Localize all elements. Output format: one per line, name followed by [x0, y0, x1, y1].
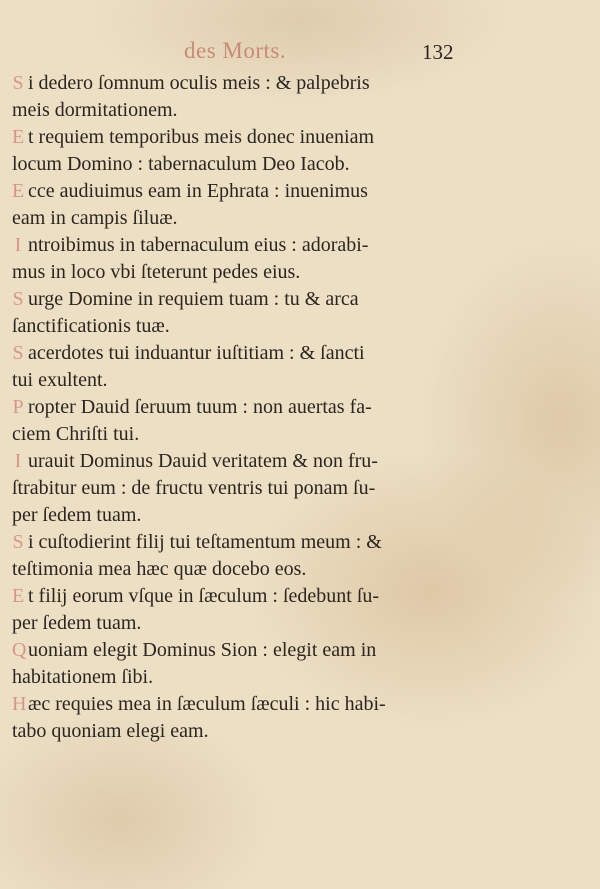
verse-line	[12, 313, 462, 340]
verse-line	[12, 124, 462, 151]
verse	[12, 529, 462, 583]
verse-line	[12, 70, 462, 97]
line-text: urauit Dominus Dauid veritatem & non fru-	[28, 450, 378, 472]
verse-line	[12, 718, 462, 745]
verse-line	[12, 367, 462, 394]
verse-line	[12, 205, 462, 232]
line-text: locum Domino : tabernaculum Deo Iacob.	[12, 153, 350, 175]
line-text: habitationem ſibi.	[12, 666, 154, 688]
verse-line	[12, 664, 462, 691]
rubricated-initial: P	[12, 396, 24, 418]
line-text: t filij eorum vſque in ſæculum : ſedebunt ſu-	[28, 585, 380, 607]
verse-line	[12, 529, 462, 556]
rubricated-initial: I	[14, 450, 22, 472]
line-text: ſtrabitur eum : de fructu ventris tui ponam ſu-	[12, 477, 376, 499]
verse	[12, 691, 462, 745]
rubricated-initial: S	[12, 288, 24, 310]
line-text: cce audiuimus eam in Ephrata : inuenimus	[28, 180, 368, 202]
rubricated-initial: E	[12, 126, 25, 148]
rubricated-initial: H	[12, 693, 27, 715]
verse	[12, 340, 462, 394]
line-text: ntroibimus in tabernaculum eius : adorabi-	[28, 234, 369, 256]
verse-line	[12, 556, 462, 583]
line-text: i cuſtodierint filij tui teſtamentum meum : &	[28, 531, 382, 553]
verse	[12, 394, 462, 448]
verse-line	[12, 259, 462, 286]
rubricated-initial: I	[14, 234, 22, 256]
verse-line	[12, 340, 462, 367]
verse	[12, 637, 462, 691]
line-text: i dedero ſomnum oculis meis : & palpebris	[28, 72, 370, 94]
line-text: eam in campis ſiluæ.	[12, 207, 178, 229]
verse	[12, 124, 462, 178]
verse	[12, 286, 462, 340]
verse-line	[12, 421, 462, 448]
rubricated-initial: S	[12, 72, 24, 94]
verse-line	[12, 232, 462, 259]
line-text: meis dormitationem.	[12, 99, 178, 121]
rubricated-initial: S	[12, 531, 24, 553]
verse-line	[12, 583, 462, 610]
rubricated-initial: E	[12, 180, 25, 202]
verse-line	[12, 178, 462, 205]
line-text: mus in loco vbi ſteterunt pedes eius.	[12, 261, 301, 283]
verse-line	[12, 448, 462, 475]
verse-line	[12, 637, 462, 664]
line-text: tabo quoniam elegi eam.	[12, 720, 209, 742]
verse-line	[12, 691, 462, 718]
page-number: 132	[422, 40, 454, 64]
page-header	[0, 38, 600, 68]
line-text: teſtimonia mea hæc quæ docebo eos.	[12, 558, 307, 580]
verse-line	[12, 610, 462, 637]
line-text: ciem Chriſti tui.	[12, 423, 140, 445]
verse	[12, 583, 462, 637]
line-text: per ſedem tuam.	[12, 504, 142, 526]
line-text: tui exultent.	[12, 369, 108, 391]
rubricated-initial: E	[12, 585, 25, 607]
verse-line	[12, 394, 462, 421]
verse	[12, 448, 462, 529]
running-head: des Morts.	[184, 38, 287, 63]
verse	[12, 178, 462, 232]
verse	[12, 70, 462, 124]
rubricated-initial: Q	[12, 639, 27, 661]
rubricated-initial: S	[12, 342, 24, 364]
line-text: uoniam elegit Dominus Sion : elegit eam in	[28, 639, 377, 661]
psalm-text	[12, 70, 462, 745]
verse-line	[12, 286, 462, 313]
verse	[12, 232, 462, 286]
verse-line	[12, 151, 462, 178]
line-text: æc requies mea in ſæculum ſæculi : hic habi-	[28, 693, 386, 715]
verse-line	[12, 502, 462, 529]
line-text: urge Domine in requiem tuam : tu & arca	[28, 288, 359, 310]
line-text: ſanctificationis tuæ.	[12, 315, 170, 337]
line-text: per ſedem tuam.	[12, 612, 142, 634]
verse-line	[12, 475, 462, 502]
line-text: acerdotes tui induantur iuſtitiam : & ſancti	[28, 342, 365, 364]
verse-line	[12, 97, 462, 124]
line-text: ropter Dauid ſeruum tuum : non auertas fa-	[28, 396, 372, 418]
line-text: t requiem temporibus meis donec inueniam	[28, 126, 375, 148]
